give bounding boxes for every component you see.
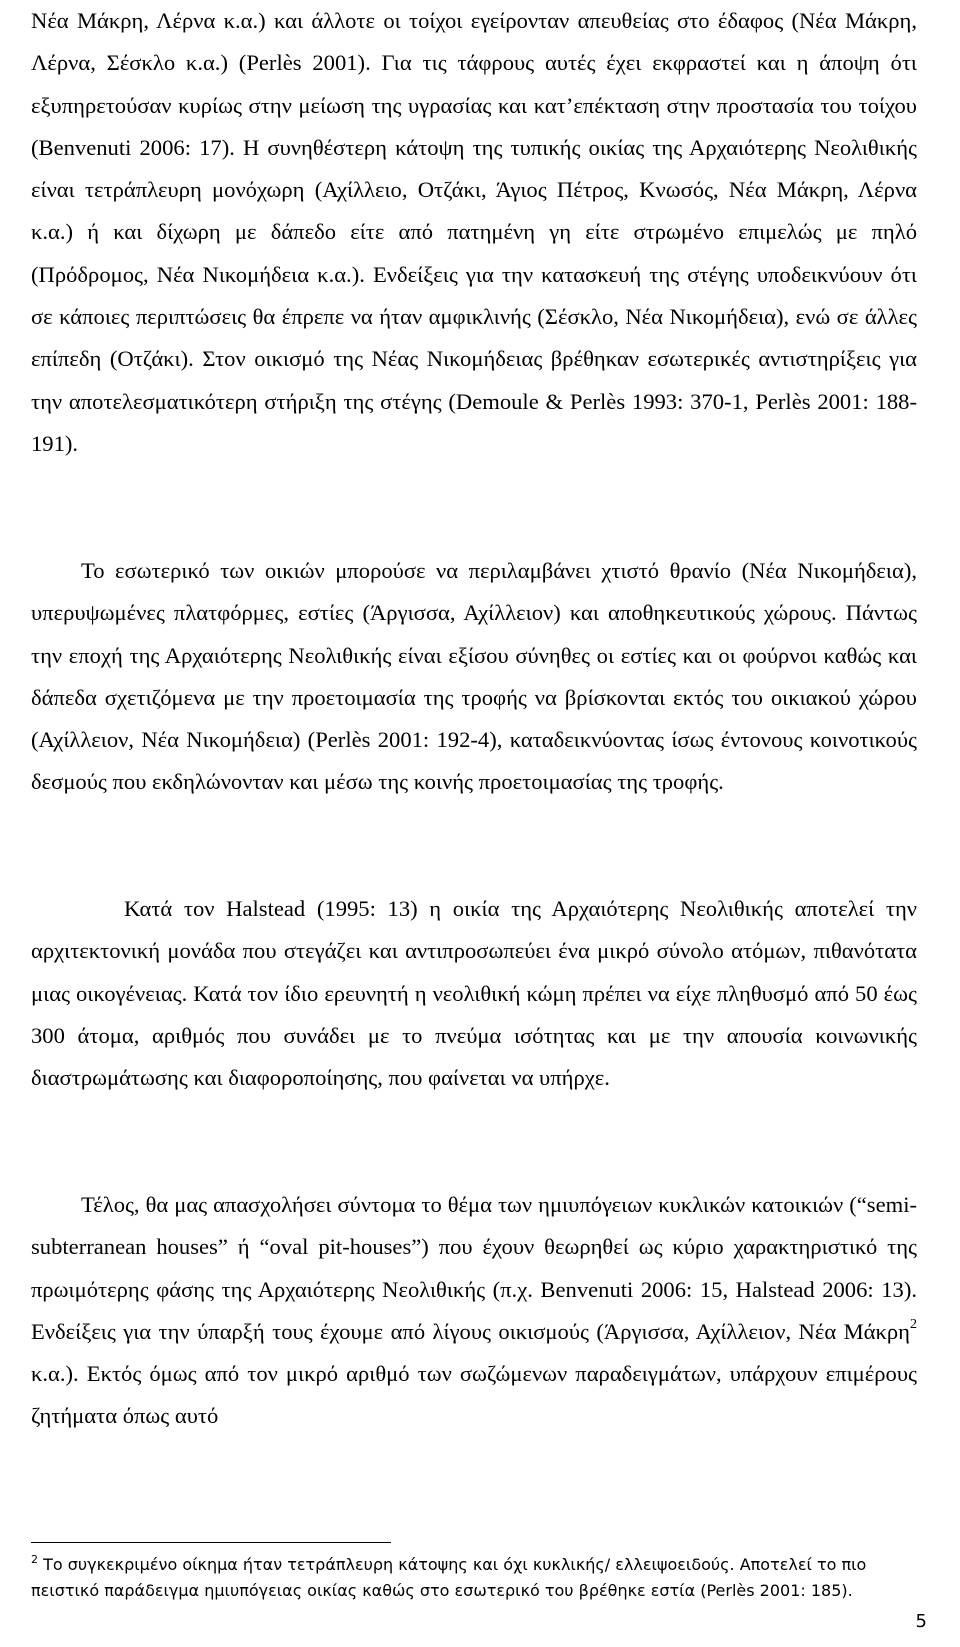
paragraph-4-text-start: Τέλος, θα μας απασχολήσει σύντομα το θέμα των ημιυπόγειων κυκλικών κατοικιών (“semi-subterranean houses” ή “oval pit-houses”) που έχουν θεωρηθεί ως κύριο χαρακτηριστικό της πρωιμότερης φάσης της Αρχαιότερης Νεολιθικής (π.χ. Benvenuti 2006: 15, Halstead 2006: 13). Ενδείξεις για την ύπαρξή τους έχουμε από λίγους οικισμούς (Άργισσα, Αχίλλειον, Νέα Μάκρη <box>31 1192 917 1344</box>
footnote-separator <box>31 1542 391 1543</box>
paragraph-4 <box>31 1184 917 1438</box>
paragraph-3-text: Κατά τον Halstead (1995: 13) η οικία της Αρχαιότερης Νεολιθικής αποτελεί την αρχιτεκτονική μονάδα που στεγάζει και αντιπροσωπεύει ένα μικρό σύνολο ατόμων, πιθανότατα μιας οικογένειας. Κατά τον ίδιο ερευνητή η νεολιθική κώμη πρέπει να είχε πληθυσμό από 50 έως 300 άτομα, αριθμός που συνάδει με το πνεύμα ισότητας και με την απουσία κοινωνικής διαστρωμάτωσης και διαφοροποίησης, που φαίνεται να υπήρχε. <box>31 896 917 1091</box>
footnote-reference-marker[interactable]: 2 <box>910 1317 917 1333</box>
paragraph-3 <box>31 888 917 1099</box>
footnote-marker: 2 <box>31 1552 38 1566</box>
paragraph-4-text <box>31 1184 917 1438</box>
paragraph-2 <box>31 550 917 804</box>
footnote-text: Το συγκεκριμένο οίκημα ήταν τετράπλευρη κάτοψης και όχι κυκλικής/ ελλειψοειδούς. Αποτελεί το πιο πειστικό παράδειγμα ημιυπόγειας οικίας καθώς στο εσωτερικό του βρέθηκε εστία (Perlès 2001: 185). <box>31 1555 867 1600</box>
paragraph-1 <box>31 0 917 465</box>
paragraph-4-text-end: κ.α.). Εκτός όμως από τον μικρό αριθμό των σωζώμενων παραδειγμάτων, υπάρχουν επιμέρους ζητήματα όπως αυτό <box>31 1361 917 1429</box>
page-number: 5 <box>915 1611 927 1632</box>
footnote <box>31 1552 921 1604</box>
paragraph-2-text: Το εσωτερικό των οικιών μπορούσε να περιλαμβάνει χτιστό θρανίο (Νέα Νικομήδεια), υπερυψωμένες πλατφόρμες, εστίες (Άργισσα, Αχίλλειον) και αποθηκευτικούς χώρους. Πάντως την εποχή της Αρχαιότερης Νεολιθικής είναι εξίσου σύνηθες οι εστίες και οι φούρνοι καθώς και δάπεδα σχετιζόμενα με την προετοιμασία της τροφής να βρίσκονται εκτός του οικιακού χώρου (Αχίλλειον, Νέα Νικομήδεια) (Perlès 2001: 192-4), καταδεικνύοντας ίσως έντονους κοινοτικούς δεσμούς που εκδηλώνονταν και μέσω της κοινής προετοιμασίας της τροφής. <box>31 558 917 795</box>
paragraph-1-text: Νέα Μάκρη, Λέρνα κ.α.) και άλλοτε οι τοίχοι εγείρονταν απευθείας στο έδαφος (Νέα Μάκρη, Λέρνα, Σέσκλο κ.α.) (Perlès 2001). Για τις τάφρους αυτές έχει εκφραστεί και η άποψη ότι εξυπηρετούσαν κυρίως στην μείωση της υγρασίας και κατ’επέκταση στην προστασία του τοίχου (Benvenuti 2006: 17). Η συνηθέστερη κάτοψη της τυπικής οικίας της Αρχαιότερης Νεολιθικής είναι τετράπλευρη μονόχωρη (Αχίλλειο, Οτζάκι, Άγιος Πέτρος, Κνωσός, Νέα Μάκρη, Λέρνα κ.α.) ή και δίχωρη με δάπεδο είτε από πατημένη γη είτε στρωμένο επιμελώς με πηλό (Πρόδρομος, Νέα Νικομήδεια κ.α.). Ενδείξεις για την κατασκευή της στέγης υποδεικνύουν ότι σε κάποιες περιπτώσεις θα έπρεπε να ήταν αμφικλινής (Σέσκλο, Νέα Νικομήδεια), ενώ σε άλλες επίπεδη (Οτζάκι). Στον οικισμό της Νέας Νικομήδειας βρέθηκαν εσωτερικές αντιστηρίξεις για την αποτελεσματικότερη στήριξη της στέγης (Demoule & Perlès 1993: 370-1, Perlès 2001: 188-191). <box>31 8 917 456</box>
